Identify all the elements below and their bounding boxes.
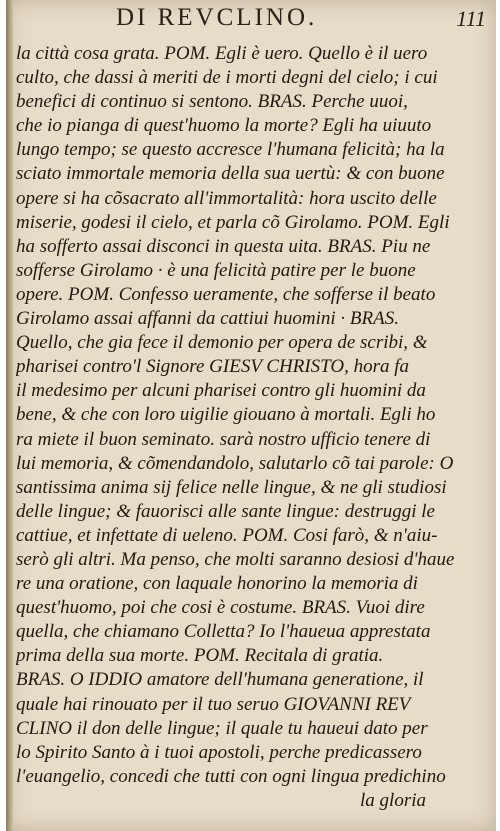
text-line: Girolamo assai affanni da cattiui huomini · BRAS.	[16, 308, 399, 330]
text-line: delle lingue; & fauorisci alle sante lingue: destruggi le	[16, 500, 435, 522]
text-line: culto, che dassi à meriti de i morti degni del cielo; i cui	[16, 67, 438, 89]
book-page	[6, 0, 496, 831]
page-number: 111	[456, 6, 486, 31]
text-line: cattiue, et infettate di ueleno. POM. Cosi farò, & n'aiu-	[16, 524, 438, 546]
text-line: Quello, che gia fece il demonio per opera de scribi, &	[16, 332, 428, 354]
text-line: miserie, godesi il cielo, et parla cõ Girolamo. POM. Egli	[16, 211, 450, 233]
running-head: DI REVCLINO.	[116, 4, 318, 31]
text-line: sciato immortale memoria della sua uertù: & con buone	[16, 163, 445, 185]
page-header	[6, 4, 496, 38]
text-line: prima della sua morte. POM. Recitala di gratia.	[16, 645, 384, 667]
text-line: bene, & che con loro uigilie giouano à mortali. Egli ho	[16, 404, 436, 426]
text-line: la città cosa grata. POM. Egli è uero. Quello è il uero	[16, 43, 428, 64]
text-block	[16, 42, 486, 813]
text-line: quest'huomo, poi che cosi è costume. BRAS. Vuoi dire	[16, 597, 425, 619]
catchword: la gloria	[360, 789, 426, 811]
text-line: ra miete il buon seminato. sarà nostro ufficio tenere di	[16, 428, 431, 450]
text-line: pharisei contro'l Signore GIESV CHRISTO, hora fa	[16, 356, 410, 378]
text-line: benefici di continuo si sentono. BRAS. Perche uuoi,	[16, 91, 408, 113]
text-line: santissima anima sij felice nelle lingue, & ne gli studiosi	[16, 476, 447, 498]
text-line: opere. POM. Confesso ueramente, che sofferse il beato	[16, 283, 436, 305]
text-line: opere si ha cõsacrato all'immortalità: hora uscito delle	[16, 187, 437, 209]
text-line: re una oratione, con laquale honorino la memoria di	[16, 573, 418, 595]
text-line: sofferse Girolamo · è una felicità patire per le buone	[16, 259, 416, 281]
text-line: lui memoria, & cõmendandolo, salutarlo cõ tai parole: O	[16, 452, 454, 474]
page-binding-edge	[6, 0, 13, 831]
text-line: lungo tempo; se questo accresce l'humana felicità; ha la	[16, 139, 445, 161]
text-line: che io pianga di quest'huomo la morte? Egli ha uiuuto	[16, 115, 432, 137]
text-line: il medesimo per alcuni pharisei contro gli huomini da	[16, 380, 426, 402]
text-line: l'euangelio, concedi che tutti con ogni lingua predichino	[16, 765, 446, 787]
text-line: lo Spirito Santo à i tuoi apostoli, perche predicassero	[16, 741, 422, 763]
text-line: ha sofferto assai disconci in questa uita. BRAS. Piu ne	[16, 235, 431, 257]
text-line: BRAS. O IDDIO amatore dell'humana generatione, il	[16, 669, 424, 691]
text-line: quale hai rinouato per il tuo seruo GIOVANNI REV	[16, 693, 411, 715]
text-line: serò gli altri. Ma penso, che molti saranno desiosi d'haue	[16, 548, 455, 570]
text-line: CLINO il don delle lingue; il quale tu haueui dato per	[16, 717, 428, 739]
text-line: quella, che chiamano Colletta? Io l'haueua apprestata	[16, 621, 431, 643]
